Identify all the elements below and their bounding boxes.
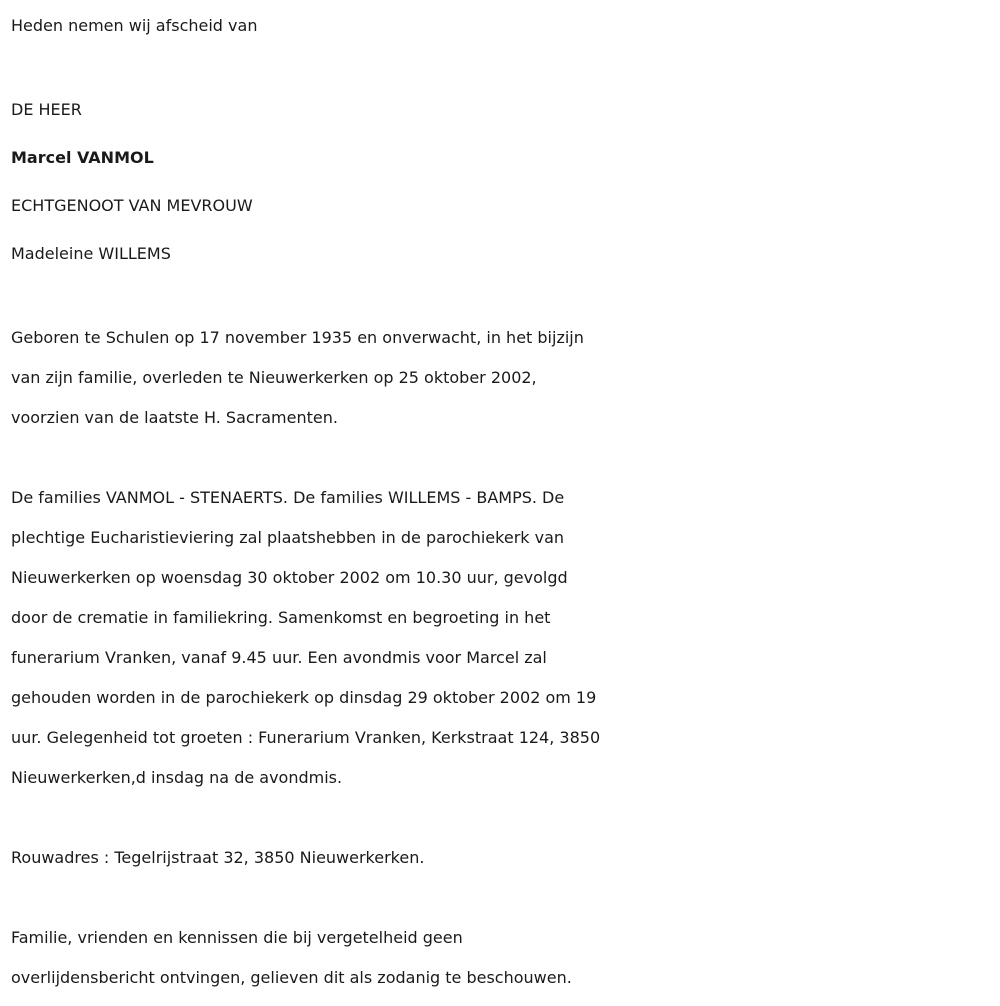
mourning-address: Rouwadres : Tegelrijstraat 32, 3850 Nieuwerkerken. [11, 848, 425, 867]
spacer [11, 278, 996, 318]
ceremony-paragraph [11, 478, 996, 798]
spouse-name: Madeleine WILLEMS [11, 244, 171, 263]
paragraph-line: plechtige Eucharistieviering zal plaatshebben in de parochiekerk van [11, 528, 565, 547]
paragraph-line: overlijdensbericht ontvingen, gelieven dit als zodanig te beschouwen. [11, 968, 572, 987]
obituary-notice [11, 6, 996, 998]
paragraph-line: Nieuwerkerken,d insdag na de avondmis. [11, 768, 343, 787]
paragraph-line: Nieuwerkerken op woensdag 30 oktober 2002 om 10.30 uur, gevolgd [11, 568, 568, 587]
relation-text: ECHTGENOOT VAN MEVROUW [11, 196, 253, 215]
paragraph-line: van zijn familie, overleden te Nieuwerkerken op 25 oktober 2002, [11, 368, 537, 387]
spacer [11, 46, 996, 86]
closing-paragraph [11, 918, 996, 998]
paragraph-line: door de crematie in familiekring. Samenkomst en begroeting in het [11, 608, 551, 627]
paragraph-line: De families VANMOL - STENAERTS. De families WILLEMS - BAMPS. De [11, 488, 565, 507]
intro-text: Heden nemen wij afscheid van [11, 16, 258, 35]
spacer [11, 878, 996, 918]
paragraph-line: funerarium Vranken, vanaf 9.45 uur. Een avondmis voor Marcel zal [11, 648, 547, 667]
paragraph-line: Geboren te Schulen op 17 november 1935 en onverwacht, in het bijzijn [11, 328, 584, 347]
deceased-name: Marcel VANMOL [11, 148, 154, 167]
spacer [11, 798, 996, 838]
paragraph-line: Familie, vrienden en kennissen die bij vergetelheid geen [11, 928, 463, 947]
paragraph-line: gehouden worden in de parochiekerk op dinsdag 29 oktober 2002 om 19 [11, 688, 597, 707]
title-text: DE HEER [11, 100, 82, 119]
spacer [11, 438, 996, 478]
paragraph-line: voorzien van de laatste H. Sacramenten. [11, 408, 338, 427]
birth-death-paragraph [11, 318, 996, 438]
paragraph-line: uur. Gelegenheid tot groeten : Funerarium Vranken, Kerkstraat 124, 3850 [11, 728, 601, 747]
